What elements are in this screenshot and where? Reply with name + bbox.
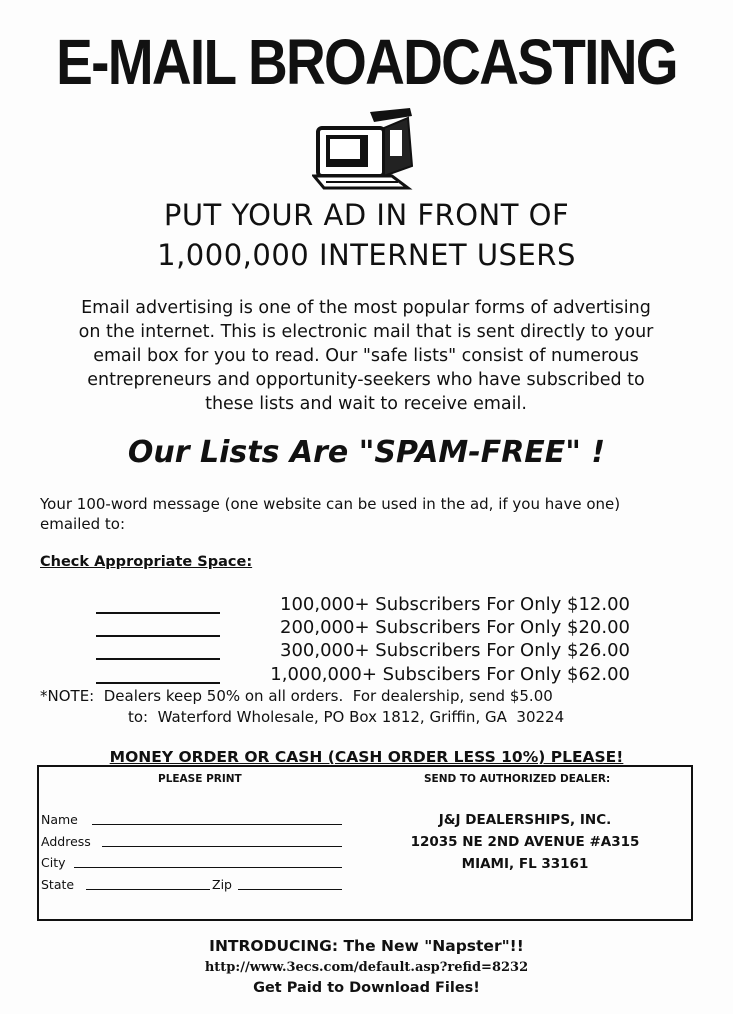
napster-intro: INTRODUCING: The New "Napster"!!	[209, 937, 524, 955]
address-field[interactable]	[102, 846, 342, 847]
zip-label: Zip	[212, 877, 232, 892]
option-label: 200,000+ Subscribers For Only $20.00	[280, 617, 630, 638]
computer-monitor-icon	[312, 108, 422, 194]
dealer-street: 12035 NE 2ND AVENUE #A315	[410, 834, 640, 850]
state-label: State	[41, 877, 75, 892]
option-checkbox-line[interactable]	[96, 658, 220, 660]
name-label: Name	[41, 812, 78, 827]
please-print-heading: PLEASE PRINT	[158, 773, 242, 785]
paragraph-line: entrepreneurs and opportunity-seekers who have subscribed to	[87, 370, 645, 390]
intro-paragraph	[36, 296, 696, 416]
note-line: to: Waterford Wholesale, PO Box 1812, Griffin, GA 30224	[128, 708, 565, 726]
payment-instruction: MONEY ORDER OR CASH (CASH ORDER LESS 10%) PLEASE!	[109, 748, 624, 766]
state-field[interactable]	[86, 889, 210, 890]
paragraph-line: on the internet. This is electronic mail that is sent directly to your	[78, 322, 654, 342]
paragraph-line: email box for you to read. Our "safe lists" consist of numerous	[93, 346, 639, 366]
address-label: Address	[41, 834, 91, 849]
name-field[interactable]	[92, 824, 342, 825]
option-label: 100,000+ Subscribers For Only $12.00	[280, 594, 630, 615]
spam-free-heading: Our Lists Are "SPAM-FREE" !	[127, 435, 606, 470]
headline: E-MAIL BROADCASTING	[56, 26, 677, 98]
city-label: City	[41, 855, 66, 870]
note-line: *NOTE: Dealers keep 50% on all orders. For dealership, send $5.00	[40, 687, 553, 705]
referral-link[interactable]: http://www.3ecs.com/default.asp?refid=8232	[204, 960, 529, 975]
option-checkbox-line[interactable]	[96, 635, 220, 637]
city-field[interactable]	[74, 867, 342, 868]
option-label: 300,000+ Subscribers For Only $26.00	[280, 640, 630, 661]
paragraph-line: Email advertising is one of the most popular forms of advertising	[81, 298, 651, 318]
option-checkbox-line[interactable]	[96, 682, 220, 684]
dealer-name: J&J DEALERSHIPS, INC.	[438, 812, 612, 828]
subheadline-line-1: PUT YOUR AD IN FRONT OF	[163, 198, 570, 232]
zip-field[interactable]	[238, 889, 342, 890]
get-paid-tagline: Get Paid to Download Files!	[253, 980, 480, 996]
send-to-heading: SEND TO AUTHORIZED DEALER:	[424, 773, 611, 785]
dealer-city: MIAMI, FL 33161	[461, 856, 589, 872]
message-description: Your 100-word message (one website can be used in the ad, if you have one) emailed to:	[40, 495, 621, 533]
check-space-label: Check Appropriate Space:	[40, 554, 253, 570]
subheadline-line-2: 1,000,000 INTERNET USERS	[157, 238, 576, 272]
paragraph-line: these lists and wait to receive email.	[205, 394, 527, 414]
option-checkbox-line[interactable]	[96, 612, 220, 614]
dealer-note	[40, 686, 564, 728]
option-label: 1,000,000+ Subscibers For Only $62.00	[270, 664, 630, 685]
